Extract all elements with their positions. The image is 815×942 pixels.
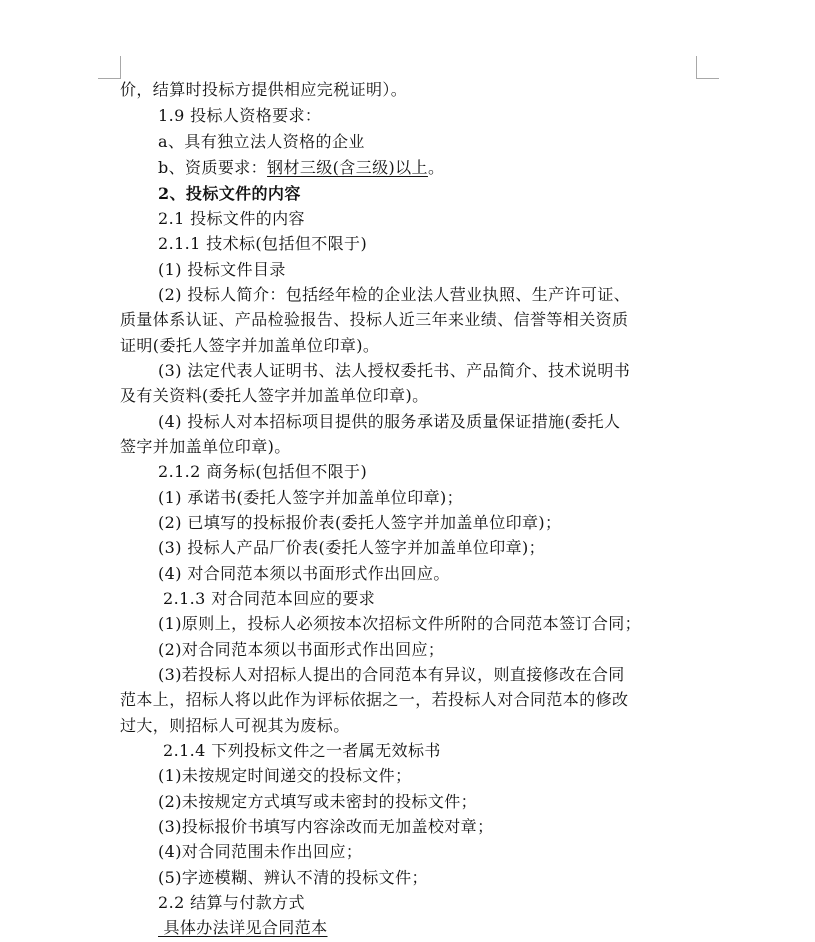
- text-span: b、资质要求：: [158, 158, 268, 177]
- text-line: a、具有独立法人资格的企业: [158, 132, 365, 151]
- text-line: 价，结算时投标方提供相应完税证明）。: [120, 80, 408, 99]
- text-line: 签字并加盖单位印章)。: [120, 437, 291, 456]
- section-heading: 2.1.3 对合同范本回应的要求: [163, 589, 376, 608]
- text-line: (4) 对合同范本须以书面形式作出回应。: [158, 564, 450, 583]
- section-heading: 1.9 投标人资格要求：: [158, 106, 322, 125]
- text-line: (2)对合同范本须以书面形式作出回应；: [158, 640, 445, 659]
- section-heading: 2.2 结算与付款方式: [158, 893, 305, 912]
- section-heading: 2、投标文件的内容: [158, 184, 301, 203]
- text-line: (2) 已填写的投标报价表(委托人签字并加盖单位印章)；: [158, 513, 562, 532]
- text-line: (1)原则上，投标人必须按本次招标文件所附的合同范本签订合同；: [158, 614, 642, 633]
- section-heading: 2.1.2 商务标(包括但不限于): [158, 462, 368, 481]
- text-line: (4)对合同范围未作出回应；: [158, 842, 363, 861]
- text-line: 质量体系认证、产品检验报告、投标人近三年来业绩、信誉等相关资质: [120, 310, 629, 329]
- underlined-note: 具体办法详见合同范本: [158, 918, 328, 937]
- text-line: (2) 投标人简介：包括经年检的企业法人营业执照、生产许可证、: [158, 285, 631, 304]
- text-line: (3)投标报价书填写内容涂改而无加盖校对章；: [158, 817, 494, 836]
- page-corner-mark-right: [696, 56, 719, 79]
- section-heading: 2.1.1 技术标(包括但不限于): [158, 234, 368, 253]
- text-line: (3)若投标人对招标人提出的合同范本有异议，则直接修改在合同: [158, 665, 625, 684]
- text-line: (1) 承诺书(委托人签字并加盖单位印章)；: [158, 488, 464, 507]
- text-line: 范本上，招标人将以此作为评标依据之一，若投标人对合同范本的修改: [120, 690, 629, 709]
- text-line: (3) 投标人产品厂价表(委托人签字并加盖单位印章)；: [158, 538, 546, 557]
- text-line: (2)未按规定方式填写或未密封的投标文件；: [158, 792, 478, 811]
- text-line: (1)未按规定时间递交的投标文件；: [158, 766, 412, 785]
- text-line: (5)字迹模糊、辨认不清的投标文件；: [158, 868, 428, 887]
- text-line: 及有关资料(委托人签字并加盖单位印章)。: [120, 386, 429, 405]
- text-line: 过大，则招标人可视其为废标。: [120, 716, 350, 735]
- text-line: (4) 投标人对本招标项目提供的服务承诺及质量保证措施(委托人: [158, 412, 621, 431]
- text-span: 。: [427, 158, 445, 177]
- text-line: (1) 投标文件目录: [158, 260, 286, 279]
- section-heading: 2.1.4 下列投标文件之一者属无效标书: [163, 741, 441, 760]
- text-line: [158, 157, 444, 179]
- text-line: 证明(委托人签字并加盖单位印章)。: [120, 336, 380, 355]
- section-heading: 2.1 投标文件的内容: [158, 209, 305, 228]
- page-corner-mark-left: [98, 56, 121, 79]
- text-line: (3) 法定代表人证明书、法人授权委托书、产品简介、技术说明书: [158, 361, 631, 380]
- underlined-qualification: 钢材三级(含三级)以上: [267, 158, 428, 177]
